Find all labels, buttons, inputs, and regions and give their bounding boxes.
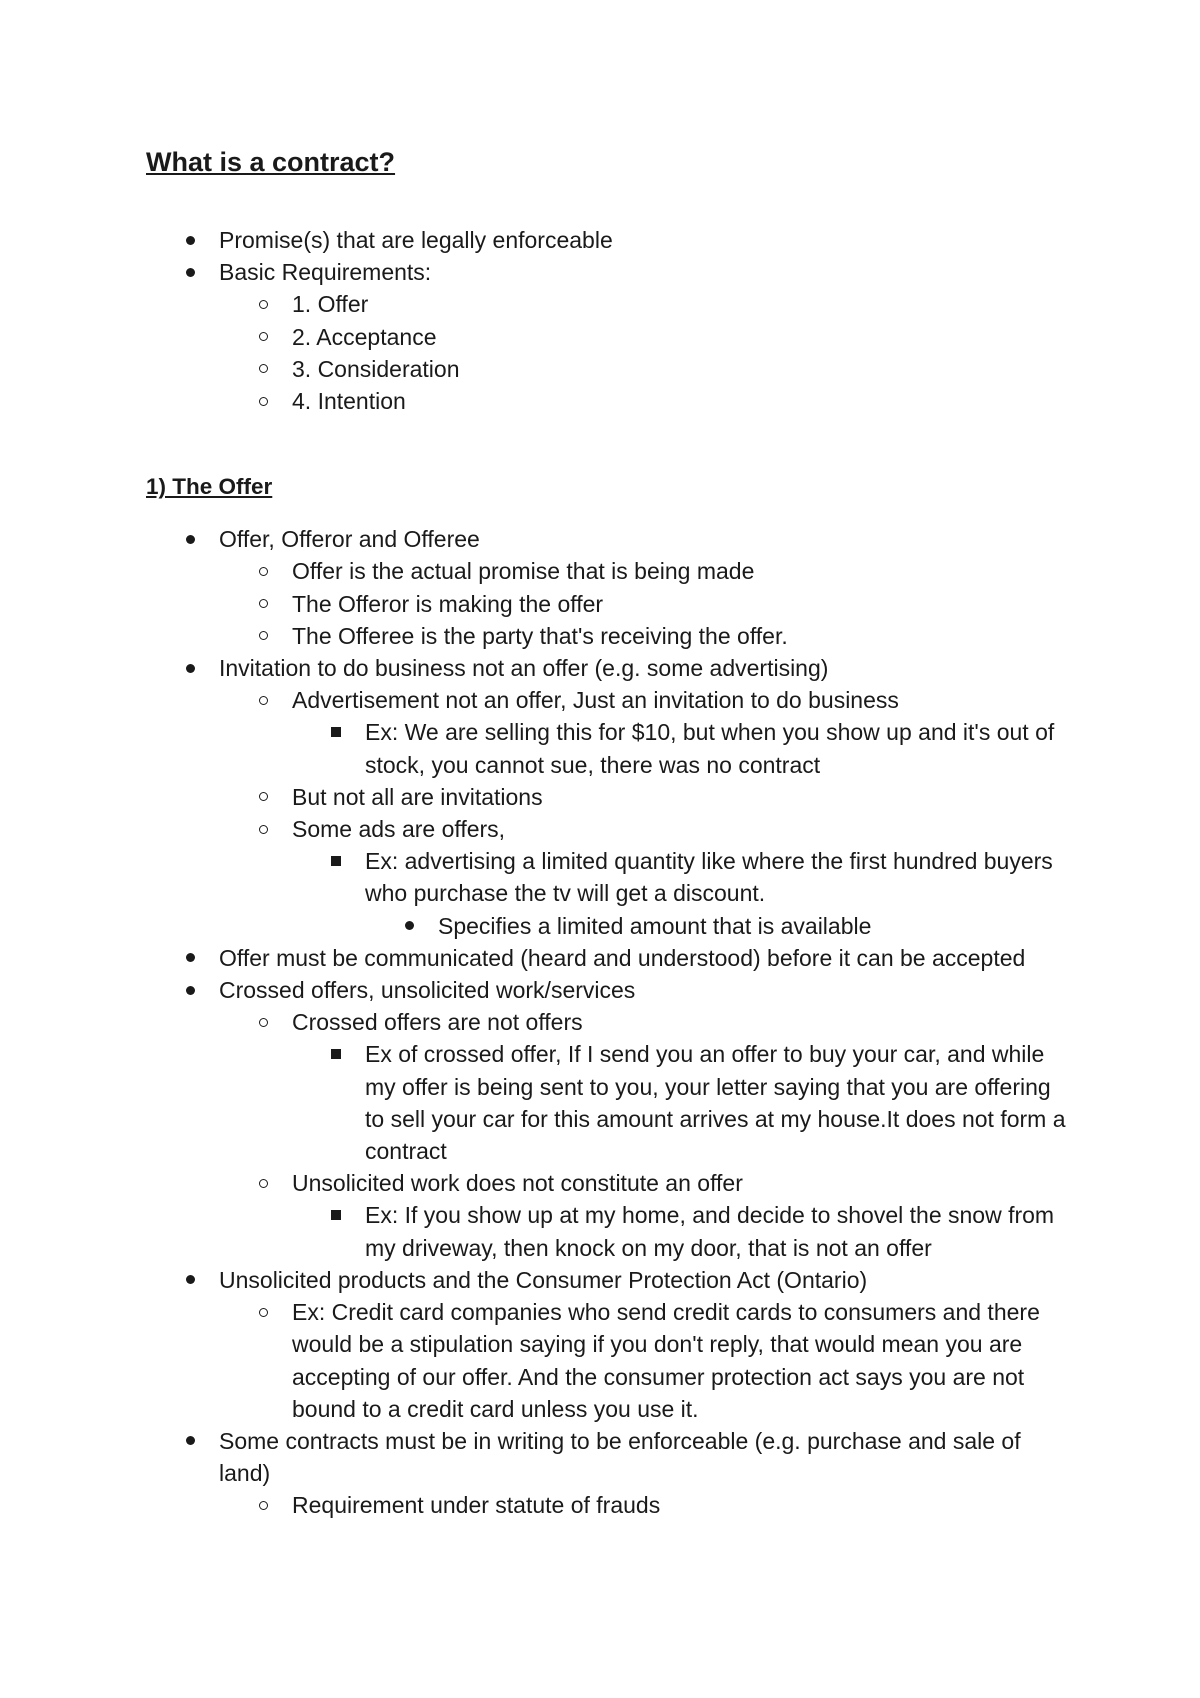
list-item-text: Specifies a limited amount that is available — [438, 912, 872, 939]
list-item-text: 1. Offer — [292, 291, 369, 318]
circle-bullet-icon — [253, 1296, 273, 1328]
offer-list — [146, 523, 1076, 1521]
list-item-text: 3. Consideration — [292, 355, 460, 382]
circle-bullet-icon — [253, 353, 273, 385]
list-item-text: The Offeree is the party that's receiving the offer. — [292, 622, 788, 649]
list-item-text: 4. Intention — [292, 388, 406, 415]
list-item — [146, 1006, 1076, 1038]
square-bullet-icon — [326, 1199, 346, 1231]
list-item — [146, 813, 1076, 845]
circle-bullet-icon — [253, 588, 273, 620]
square-bullet-icon — [326, 845, 346, 877]
list-item — [146, 353, 1076, 385]
list-item — [146, 845, 1076, 909]
circle-bullet-icon — [253, 781, 273, 813]
disc-bullet-icon — [180, 1264, 200, 1296]
list-item — [146, 684, 1076, 716]
list-item-text: Crossed offers, unsolicited work/services — [219, 977, 636, 1004]
list-item-text: Offer must be communicated (heard and understood) before it can be accepted — [219, 944, 1026, 971]
list-item — [146, 1167, 1076, 1199]
list-item — [146, 588, 1076, 620]
list-item-text: Ex: If you show up at my home, and decide to shovel the snow from my driveway, then knock on my door, that is not an offer — [365, 1202, 1055, 1261]
list-item-text: Ex of crossed offer, If I send you an offer to buy your car, and while my offer is being sent to you, your letter saying that you are offering to sell your car for this amount arrives at my house.It does not form a contract — [365, 1041, 1066, 1165]
list-item — [146, 256, 1076, 288]
list-item — [146, 224, 1076, 256]
list-item — [146, 942, 1076, 974]
list-item-text: Ex: advertising a limited quantity like where the first hundred buyers who purchase the tv will get a discount. — [365, 848, 1053, 907]
list-item — [146, 1425, 1076, 1489]
list-item-text: Basic Requirements: — [219, 259, 432, 286]
list-item — [146, 974, 1076, 1006]
disc-bullet-icon — [180, 523, 200, 555]
disc-bullet-icon — [180, 652, 200, 684]
disc-bullet-icon — [399, 910, 419, 942]
list-item — [146, 321, 1076, 353]
disc-bullet-icon — [180, 974, 200, 1006]
list-item-text: Ex: Credit card companies who send credit cards to consumers and there would be a stipulation saying if you don't reply, that would mean you are accepting of our offer. And the consumer protection act says you are not bound to a credit card unless you use it. — [292, 1299, 1040, 1422]
disc-bullet-icon — [180, 224, 200, 256]
spacer — [146, 417, 1076, 471]
list-item — [146, 781, 1076, 813]
disc-bullet-icon — [180, 256, 200, 288]
intro-list — [146, 224, 1076, 417]
list-item — [146, 288, 1076, 320]
circle-bullet-icon — [253, 385, 273, 417]
list-item-text: The Offeror is making the offer — [292, 590, 604, 617]
section-title: 1) The Offer — [146, 474, 273, 500]
list-item — [146, 1264, 1076, 1296]
circle-bullet-icon — [253, 1489, 273, 1521]
list-item — [146, 555, 1076, 587]
document-title: What is a contract? — [146, 147, 396, 177]
list-item-text: But not all are invitations — [292, 783, 543, 810]
list-item — [146, 620, 1076, 652]
square-bullet-icon — [326, 1038, 346, 1070]
list-item-text: Invitation to do business not an offer (e.g. some advertising) — [219, 655, 829, 682]
circle-bullet-icon — [253, 288, 273, 320]
circle-bullet-icon — [253, 555, 273, 587]
circle-bullet-icon — [253, 1006, 273, 1038]
spacer — [146, 184, 1076, 224]
disc-bullet-icon — [180, 1425, 200, 1457]
list-item-text: Some ads are offers, — [292, 816, 506, 843]
circle-bullet-icon — [253, 684, 273, 716]
document-page — [146, 140, 1076, 1522]
list-item-text: Crossed offers are not offers — [292, 1009, 583, 1036]
circle-bullet-icon — [253, 321, 273, 353]
disc-bullet-icon — [180, 942, 200, 974]
list-item-text: Offer is the actual promise that is being made — [292, 558, 755, 585]
circle-bullet-icon — [253, 620, 273, 652]
circle-bullet-icon — [253, 813, 273, 845]
list-item-text: Promise(s) that are legally enforceable — [219, 227, 613, 253]
square-bullet-icon — [326, 716, 346, 748]
list-item — [146, 1038, 1076, 1167]
list-item-text: Advertisement not an offer, Just an invitation to do business — [292, 687, 899, 714]
list-item-text: Some contracts must be in writing to be enforceable (e.g. purchase and sale of land) — [219, 1427, 1021, 1487]
circle-bullet-icon — [253, 1167, 273, 1199]
list-item-text: Unsolicited work does not constitute an offer — [292, 1170, 743, 1197]
list-item-text: Requirement under statute of frauds — [292, 1492, 661, 1519]
list-item — [146, 1199, 1076, 1263]
list-item — [146, 910, 1076, 942]
list-item — [146, 1296, 1076, 1425]
list-item-text: Ex: We are selling this for $10, but when you show up and it's out of stock, you cannot sue, there was no contract — [365, 719, 1055, 778]
list-item — [146, 1489, 1076, 1521]
list-item — [146, 385, 1076, 417]
spacer — [146, 503, 1076, 523]
list-item — [146, 523, 1076, 555]
list-item-text: 2. Acceptance — [292, 323, 437, 350]
list-item — [146, 716, 1076, 780]
list-item-text: Offer, Offeror and Offeree — [219, 526, 480, 553]
list-item-text: Unsolicited products and the Consumer Protection Act (Ontario) — [219, 1266, 868, 1293]
list-item — [146, 652, 1076, 684]
